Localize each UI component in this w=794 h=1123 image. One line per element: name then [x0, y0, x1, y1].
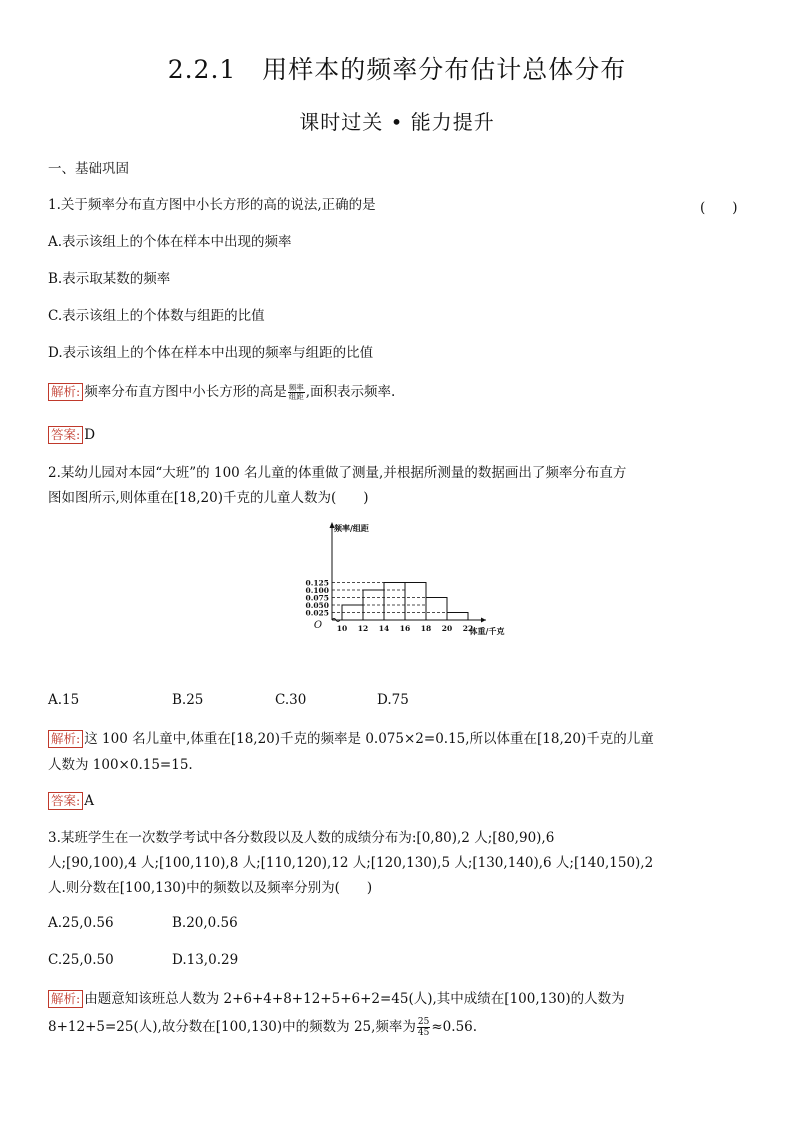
q1-option-c: C.表示该组上的个体数与组距的比值 [48, 308, 265, 324]
q2-stem-line2: 图如图所示,则体重在[18,20)千克的儿童人数为( ) [48, 490, 369, 506]
q1-fraction [288, 384, 305, 401]
y-tick-label: 0.050 [305, 601, 329, 610]
q2-answer-value: A [84, 793, 94, 809]
histogram-bar [384, 583, 405, 621]
analysis-tag: 解析: [48, 990, 83, 1008]
y-tick-label: 0.075 [305, 593, 329, 603]
page-subtitle: 课时过关 • 能力提升 [299, 110, 495, 134]
origin-label: O [313, 620, 323, 631]
q3-stem-line1: 3.某班学生在一次数学考试中各分数段以及人数的成绩分布为:[0,80),2 人;[80,90),6 [48, 830, 555, 846]
q3-stem-line3: 人.则分数在[100,130)中的频数以及频率分别为( ) [48, 880, 373, 896]
q2-analysis-line2: 人数为 100×0.15=15. [48, 757, 193, 773]
y-tick-label: 0.025 [305, 608, 329, 618]
q1-answer [48, 426, 95, 444]
analysis-tag: 解析: [48, 383, 83, 401]
x-tick-label: 14 [378, 624, 390, 633]
q3-option-c: C.25,0.50 [48, 952, 114, 968]
x-tick-label: 18 [420, 624, 432, 633]
q2-option-a: A.15 [48, 692, 80, 708]
section-heading: 一、基础巩固 [48, 161, 129, 177]
histogram-bar [426, 598, 447, 621]
q3-stem-line2: 人;[90,100),4 人;[100,110),8 人;[110,120),12 人;[120,130),5 人;[130,140),6 人;[140,150),2 [48, 855, 654, 871]
answer-tag: 答案: [48, 792, 83, 810]
y-tick-label: 0.125 [305, 578, 329, 588]
x-tick-label: 12 [357, 624, 369, 633]
frequency-histogram [290, 518, 510, 643]
q1-option-d: D.表示该组上的个体在样本中出现的频率与组距的比值 [48, 345, 374, 361]
page-title: 2.2.1 用样本的频率分布估计总体分布 [167, 55, 627, 84]
q1-stem: 1.关于频率分布直方图中小长方形的高的说法,正确的是 [48, 197, 376, 213]
q2-analysis-text: 这 100 名儿童中,体重在[18,20)千克的频率是 0.075×2=0.15,所以体重在[18,20)千克的儿童 [84, 731, 654, 747]
q3-option-a: A.25,0.56 [48, 915, 114, 931]
x-tick-label: 20 [441, 624, 453, 633]
q3-fraction [417, 1017, 430, 1038]
q2-answer [48, 792, 94, 810]
y-tick-label: 0.100 [305, 586, 329, 595]
fraction-numerator: 频率 [288, 383, 304, 392]
q1-analysis [48, 383, 395, 401]
q2-analysis-line1 [48, 730, 654, 748]
x-axis-label: 体重/千克 [469, 626, 505, 636]
q1-option-a: A.表示该组上的个体在样本中出现的频率 [48, 234, 292, 250]
answer-tag: 答案: [48, 426, 83, 444]
histogram-bar [447, 613, 468, 621]
fraction-numerator: 25 [417, 1017, 430, 1027]
fraction-denominator: 组距 [288, 392, 304, 401]
q2-option-c: C.30 [275, 692, 307, 708]
x-tick-label: 16 [399, 624, 411, 633]
fraction-denominator: 45 [417, 1028, 430, 1038]
analysis-tag: 解析: [48, 730, 83, 748]
q3-analysis-text-post: ≈0.56. [431, 1019, 478, 1035]
x-tick-label: 22 [462, 624, 474, 633]
q3-analysis-text: 由题意知该班总人数为 2+6+4+8+12+5+6+2=45(人),其中成绩在[100,130)的人数为 [84, 991, 625, 1007]
q3-analysis-line1 [48, 990, 625, 1008]
q1-answer-paren: ( ) [700, 200, 738, 216]
q3-analysis-text-pre: 8+12+5=25(人),故分数在[100,130)中的频数为 25,频率为 [48, 1019, 416, 1035]
x-tick-label: 10 [336, 624, 348, 633]
q1-answer-value: D [84, 427, 96, 443]
q2-option-b: B.25 [172, 692, 204, 708]
q3-option-b: B.20,0.56 [172, 915, 238, 931]
q2-option-d: D.75 [377, 692, 409, 708]
x-axis-arrow [481, 618, 486, 623]
q2-stem-line1: 2.某幼儿园对本园“大班”的 100 名儿童的体重做了测量,并根据所测量的数据画出了频率分布直方 [48, 465, 627, 481]
q1-analysis-text-post: ,面积表示频率. [305, 384, 396, 400]
histogram-bar [405, 583, 426, 621]
q3-option-d: D.13,0.29 [172, 952, 239, 968]
q3-analysis-line2 [48, 1017, 477, 1038]
q1-analysis-text-pre: 频率分布直方图中小长方形的高是 [84, 384, 287, 400]
q1-option-b: B.表示取某数的频率 [48, 271, 171, 287]
y-axis-label: 频率/组距 [334, 523, 369, 533]
